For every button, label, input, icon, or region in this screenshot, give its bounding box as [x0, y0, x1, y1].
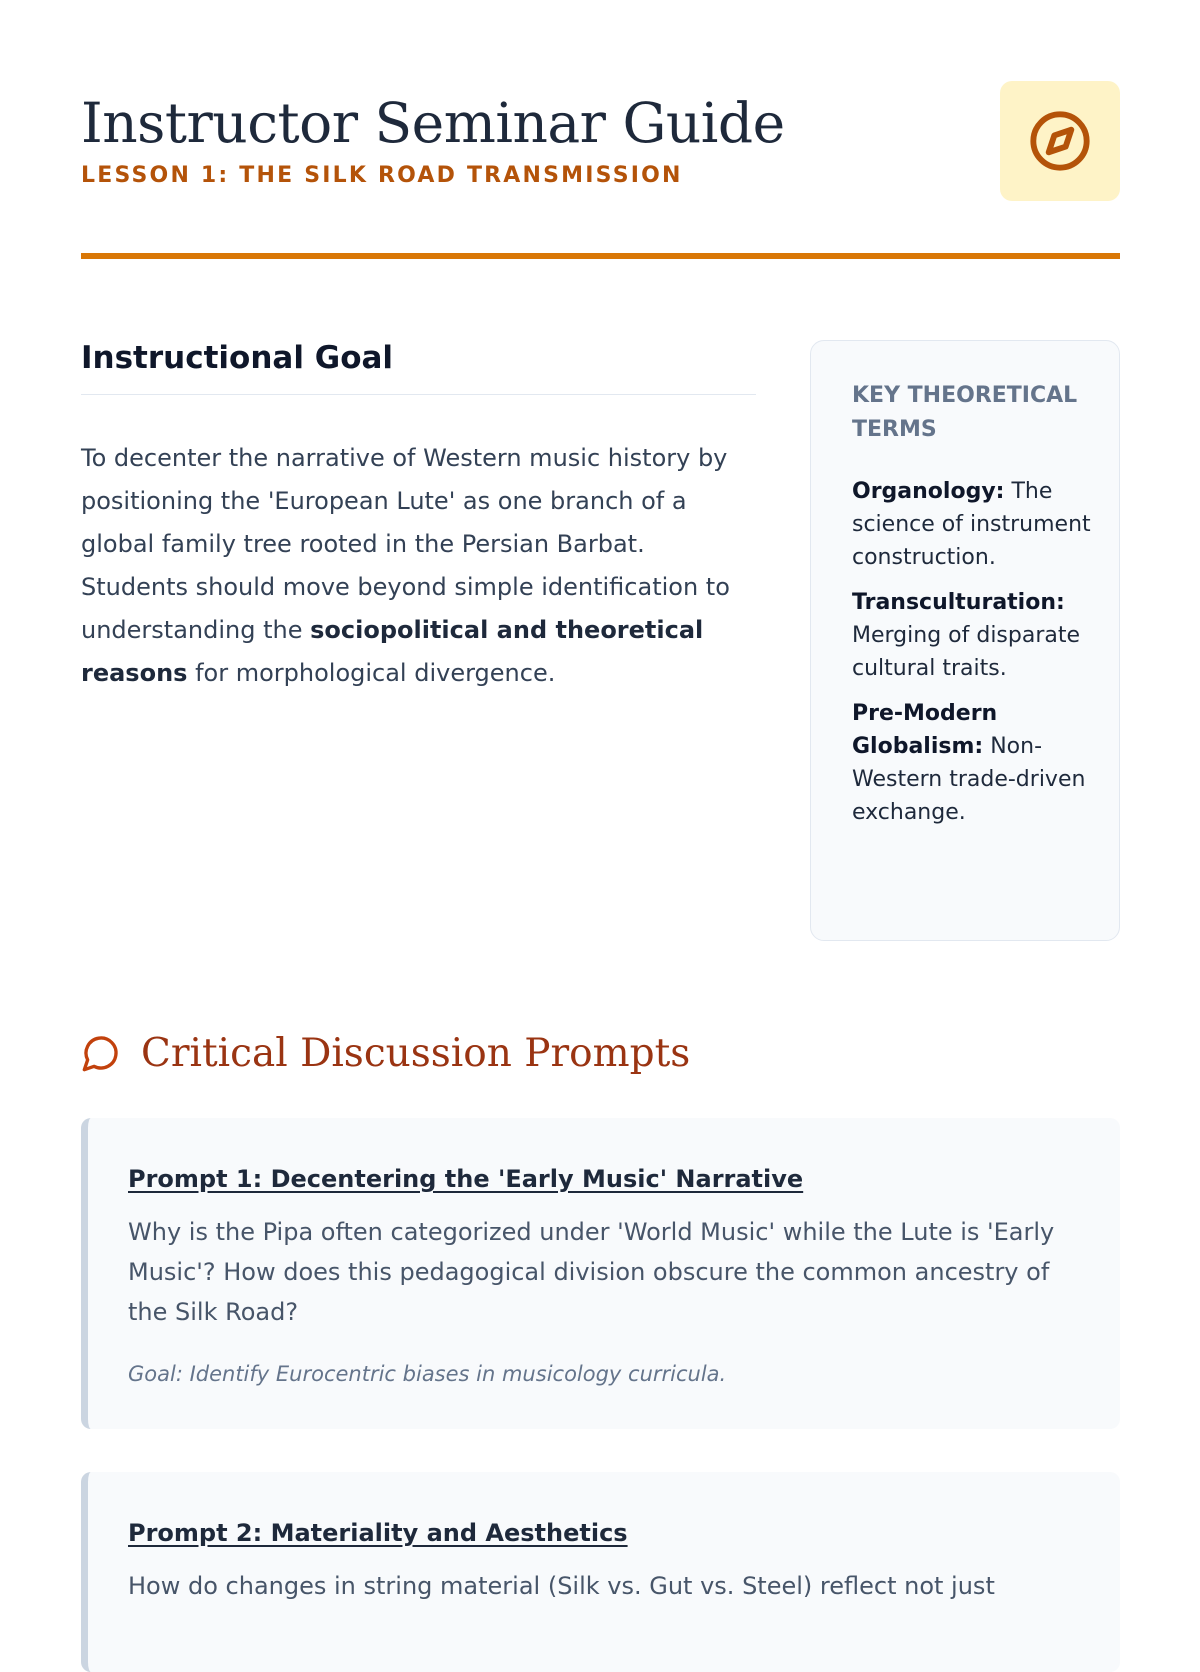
term-item — [852, 475, 1099, 574]
chat-bubble-icon — [81, 1033, 121, 1073]
term-definition: Merging of disparate cultural traits. — [852, 623, 1081, 681]
prompts-section-title — [81, 1023, 690, 1083]
prompt-body: How do changes in string material (Silk vs. Gut vs. Steel) reflect not just — [128, 1572, 995, 1600]
key-terms-heading: KEY THEORETICAL TERMS — [852, 383, 1078, 442]
prompt-title: Prompt 1: Decentering the 'Early Music' Narrative — [128, 1165, 804, 1193]
prompt-title: Prompt 2: Materiality and Aesthetics — [128, 1519, 628, 1547]
prompt-goal: Goal: Identify Eurocentric biases in musicology curricula. — [128, 1362, 727, 1386]
key-terms-panel — [810, 340, 1120, 941]
prompts-heading: Critical Discussion Prompts — [141, 1030, 691, 1076]
prompt-body: Why is the Pipa often categorized under 'World Music' while the Lute is 'Early Music'? How does this pedagogical division obscure the common ancestry of the Silk Road? — [128, 1218, 1055, 1326]
prompt-card — [81, 1118, 1120, 1429]
lesson-subtitle: LESSON 1: THE SILK ROAD TRANSMISSION — [81, 163, 683, 188]
header — [81, 0, 1120, 260]
term-item — [852, 697, 1099, 829]
page-title: Instructor Seminar Guide — [81, 91, 785, 155]
goal-text-tail: for morphological divergence. — [187, 659, 556, 687]
compass-badge — [1000, 81, 1120, 201]
header-divider — [81, 253, 1120, 259]
term-definition: The science of instrument construction. — [852, 479, 1091, 570]
term-name: Organology: — [852, 479, 1005, 504]
term-definition: Non-Western trade-driven exchange. — [852, 734, 1086, 825]
term-item — [852, 586, 1099, 685]
compass-icon — [1028, 109, 1092, 173]
term-name: Transculturation: — [852, 590, 1065, 615]
term-name: Pre-Modern Globalism: — [852, 701, 998, 759]
goal-text-emphasis: sociopolitical and theoretical reasons — [81, 616, 704, 687]
goal-text-lead: To decenter the narrative of Western music history by positioning the 'European Lute' as one branch of a global family tree rooted in the Persian Barbat. Students should move beyond simple identification to understanding the — [81, 444, 730, 644]
goal-text — [81, 437, 756, 695]
goal-heading: Instructional Goal — [81, 340, 756, 395]
page — [81, 0, 1120, 1600]
instructional-goal — [81, 340, 756, 695]
prompt-card — [81, 1472, 1120, 1672]
